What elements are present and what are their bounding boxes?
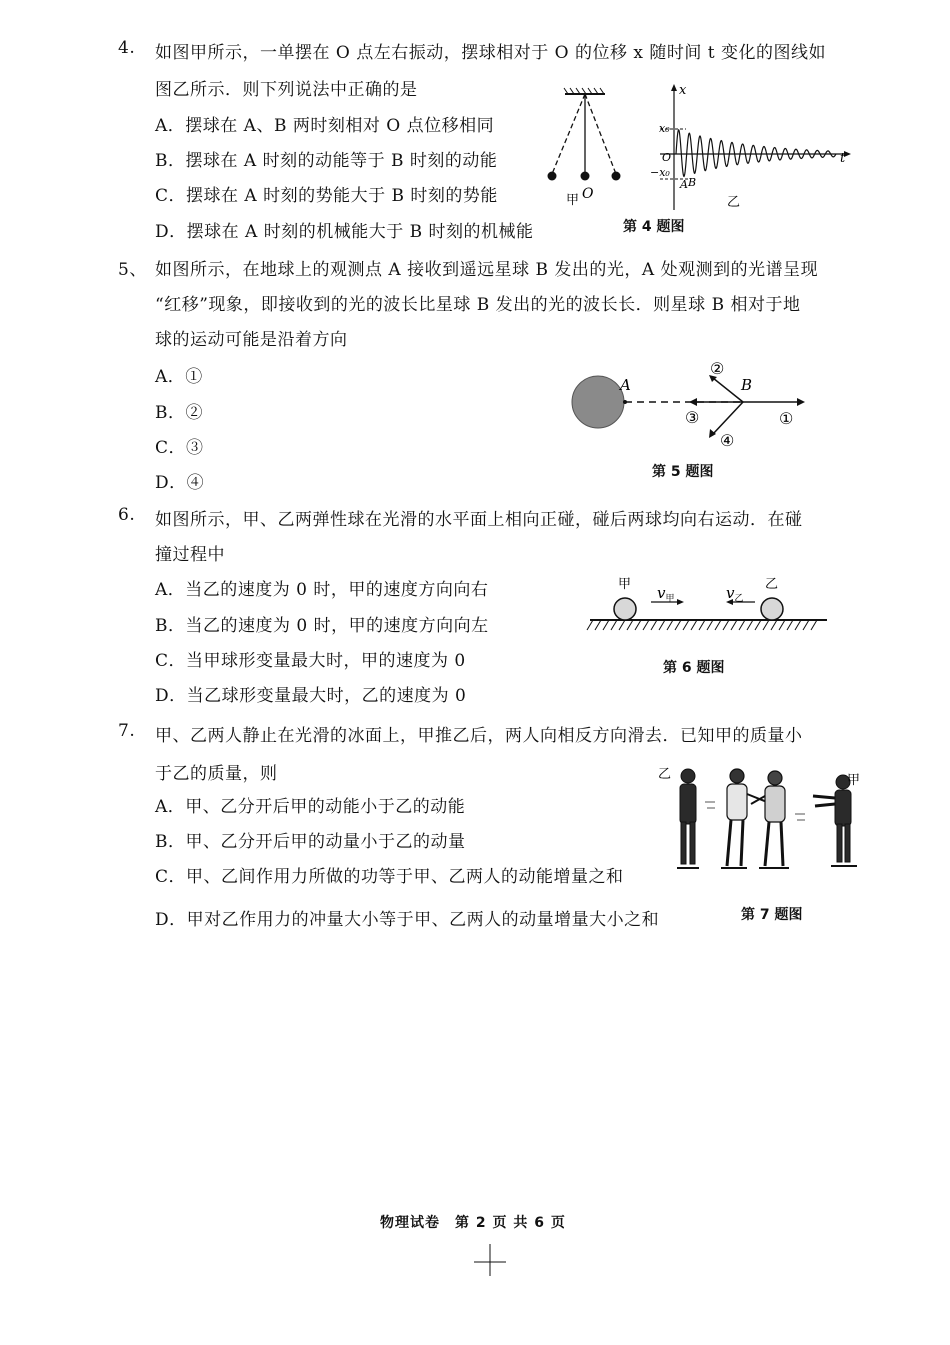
pendulum-ball-left: [548, 172, 557, 181]
q6-option-b: B．当乙的速度为 0 时，甲的速度方向向左: [155, 616, 489, 636]
q6-stem-line1: 如图所示，甲、乙两弹性球在光滑的水平面上相向正碰，碰后两球均向右运动．在碰: [155, 510, 803, 530]
q7-option-a: A．甲、乙分开后甲的动能小于乙的动能: [155, 797, 466, 817]
q4-stem-line2: 图乙所示．则下列说法中正确的是: [155, 80, 418, 100]
q4-number: 4.: [118, 38, 136, 58]
q6-number: 6.: [118, 505, 136, 525]
q5-stem-line2: “红移”现象，即接收到的光的波长比星球 B 发出的光的波长长．则星球 B 相对于地: [155, 295, 801, 315]
pendulum-ball-right: [612, 172, 621, 181]
q7-option-b: B．甲、乙分开后甲的动量小于乙的动量: [155, 832, 466, 852]
graph-label-neg-x0: −x₀: [650, 166, 670, 179]
q5-option-a: A．①: [155, 367, 203, 387]
earth-circle: [572, 376, 624, 428]
graph-label-yi: 乙: [727, 195, 741, 210]
page-footer: 物理试卷 第 2 页 共 6 页: [380, 1215, 566, 1231]
q7-skaters-figure: [655, 762, 865, 880]
ball-yi-label: 乙: [765, 577, 779, 592]
q4-stem-line1: 如图甲所示，一单摆在 O 点左右振动，摆球相对于 O 的位移 x 随时间 t 变化的图线如: [155, 43, 827, 63]
velocity-yi-label: $v_乙$: [726, 584, 744, 604]
crop-mark-icon: [474, 1244, 506, 1276]
pendulum-label-o: O: [582, 186, 594, 202]
direction-3-label: ③: [685, 408, 700, 427]
q7-number: 7.: [118, 721, 136, 741]
q6-option-d: D．当乙球形变量最大时，乙的速度为 0: [155, 686, 467, 706]
ball-yi: [761, 598, 783, 620]
q4-figure-caption: 第 4 题图: [623, 219, 685, 235]
graph-label-a: A: [680, 178, 688, 191]
q4-option-b: B．摆球在 A 时刻的动能等于 B 时刻的动能: [155, 151, 498, 171]
graph-label-origin: O: [662, 151, 672, 164]
skater-jia-sliding: [813, 775, 857, 866]
damped-wave-curve: [676, 130, 836, 177]
q5-number: 5、: [118, 260, 147, 280]
direction-1-label: ①: [779, 409, 794, 428]
q4-option-c: C．摆球在 A 时刻的势能大于 B 时刻的势能: [155, 186, 498, 206]
graph-axis-x: x: [679, 83, 687, 98]
q5-redshift-figure: [565, 358, 815, 448]
q6-stem-line2: 撞过程中: [155, 545, 225, 565]
q6-collision-figure: [585, 572, 830, 640]
direction-4-label: ④: [720, 431, 735, 450]
skater-yi-standing: [677, 769, 699, 868]
velocity-jia-label: $v_甲$: [657, 584, 675, 604]
pendulum-ball-center: [581, 172, 590, 181]
q5-figure-caption: 第 5 题图: [652, 464, 714, 480]
label-observer-a: A: [620, 376, 631, 394]
q4-pendulum-figure: [540, 88, 630, 208]
graph-label-b: B: [688, 176, 697, 189]
q6-figure-caption: 第 6 题图: [663, 660, 725, 676]
q5-option-c: C．③: [155, 438, 204, 458]
q6-option-a: A．当乙的速度为 0 时，甲的速度方向向右: [155, 580, 489, 600]
direction-2-label: ②: [710, 359, 725, 378]
q5-option-b: B．②: [155, 403, 203, 423]
q7-option-d: D．甲对乙作用力的冲量大小等于甲、乙两人的动量增量大小之和: [155, 910, 660, 930]
ball-jia-label: 甲: [618, 577, 632, 592]
skater-jia-pushing: [751, 771, 789, 868]
q7-stem-line2: 于乙的质量，则: [155, 764, 278, 784]
skater-yi-pushed: [721, 769, 767, 868]
label-star-b: B: [741, 376, 753, 394]
q7-stem-line1: 甲、乙两人静止在光滑的冰面上，甲推乙后，两人向相反方向滑去．已知甲的质量小: [155, 726, 803, 746]
graph-axis-t: t: [840, 151, 846, 166]
skater-yi-label: 乙: [658, 767, 672, 782]
q5-option-d: D．④: [155, 473, 205, 493]
q5-stem-line1: 如图所示，在地球上的观测点 A 接收到遥远星球 B 发出的光，A 处观测到的光谱呈现: [155, 260, 819, 280]
q7-option-c: C．甲、乙间作用力所做的功等于甲、乙两人的动能增量之和: [155, 867, 624, 887]
q4-oscillation-graph: [650, 82, 855, 212]
graph-label-x0: x₀: [659, 122, 670, 135]
q7-figure-caption: 第 7 题图: [741, 907, 803, 923]
pendulum-label-jia: 甲: [566, 193, 580, 208]
q5-stem-line3: 球的运动可能是沿着方向: [155, 330, 348, 350]
q4-option-d: D．摆球在 A 时刻的机械能大于 B 时刻的机械能: [155, 222, 534, 242]
q4-option-a: A．摆球在 A、B 两时刻相对 O 点位移相同: [155, 116, 495, 136]
q6-option-c: C．当甲球形变量最大时，甲的速度为 0: [155, 651, 466, 671]
skater-jia-label: 甲: [847, 773, 861, 788]
ball-jia: [614, 598, 636, 620]
